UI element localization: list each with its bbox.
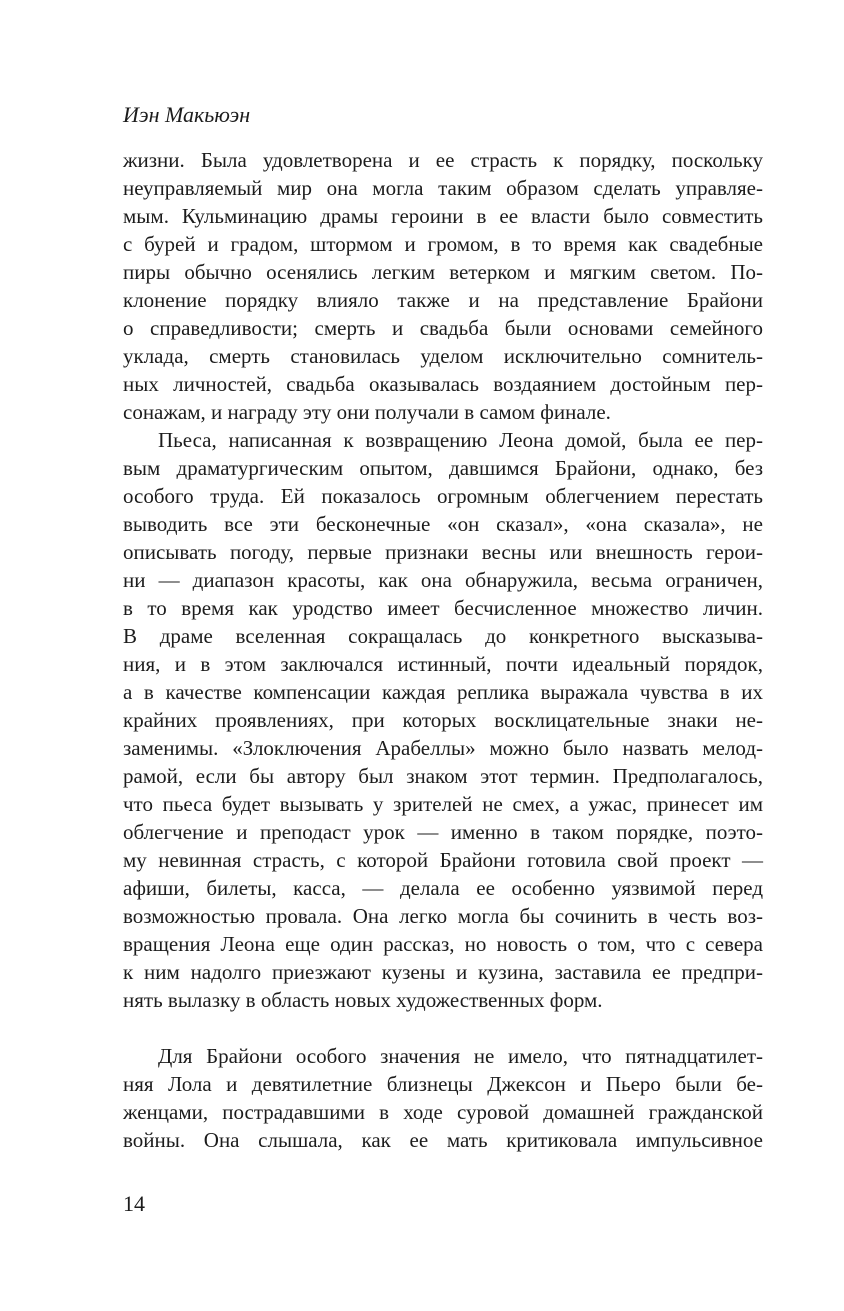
text-line: с бурей и градом, штормом и громом, в то время как свадебные	[123, 232, 763, 256]
text-line: к ним надолго приезжают кузены и кузина, заставила ее предпри-	[123, 960, 763, 984]
text-line: му невинная страсть, с которой Брайони готовила свой проект —	[123, 848, 763, 872]
paragraph	[123, 426, 763, 1014]
text-line: ния, и в этом заключался истинный, почти идеальный порядок,	[123, 652, 763, 676]
text-line: в то время как уродство имеет бесчисленное множество личин.	[123, 596, 763, 620]
text-line: пиры обычно осенялись легким ветерком и мягким светом. По-	[123, 260, 763, 284]
text-line: облегчение и преподаст урок — именно в таком порядке, поэто-	[123, 820, 763, 844]
text-line: няя Лола и девятилетние близнецы Джексон и Пьеро были бе-	[123, 1072, 763, 1096]
text-line: мым. Кульминацию драмы героини в ее власти было совместить	[123, 204, 763, 228]
page-number: 14	[123, 1191, 145, 1216]
text-line: жизни. Была удовлетворена и ее страсть к порядку, поскольку	[123, 148, 763, 172]
text-line: заменимы. «Злоключения Арабеллы» можно было назвать мелод-	[123, 736, 763, 760]
text-line: ных личностей, свадьба оказывалась воздаянием достойным пер-	[123, 372, 763, 396]
text-line: особого труда. Ей показалось огромным облегчением перестать	[123, 484, 763, 508]
text-line: женцами, пострадавшими в ходе суровой домашней гражданской	[123, 1100, 763, 1124]
text-line: ни — диапазон красоты, как она обнаружила, весьма ограничен,	[123, 568, 763, 592]
text-line: нять вылазку в область новых художественных форм.	[123, 988, 603, 1012]
text-line: о справедливости; смерть и свадьба были основами семейного	[123, 316, 763, 340]
text-line: описывать погоду, первые признаки весны или внешность герои-	[123, 540, 763, 564]
text-line: что пьеса будет вызывать у зрителей не смех, а ужас, принесет им	[123, 792, 763, 816]
text-line: вым драматургическим опытом, давшимся Брайони, однако, без	[123, 456, 763, 480]
text-line: В драме вселенная сокращалась до конкретного высказыва-	[123, 624, 763, 648]
text-line: клонение порядку влияло также и на представление Брайони	[123, 288, 763, 312]
text-line: Пьеса, написанная к возвращению Леона домой, была ее пер-	[158, 428, 763, 452]
body-text	[123, 146, 763, 1154]
running-head: Иэн Макьюэн	[123, 102, 251, 127]
text-line: а в качестве компенсации каждая реплика выражала чувства в их	[123, 680, 763, 704]
text-line: войны. Она слышала, как ее мать критиковала импульсивное	[123, 1128, 763, 1152]
text-line: рамой, если бы автору был знаком этот термин. Предполагалось,	[123, 764, 763, 788]
text-line: возможностью провала. Она легко могла бы сочинить в честь воз-	[123, 904, 763, 928]
text-line: выводить все эти бесконечные «он сказал», «она сказала», не	[123, 512, 763, 536]
text-line: вращения Леона еще один рассказ, но новость о том, что с севера	[123, 932, 763, 956]
text-line: уклада, смерть становилась уделом исключительно сомнитель-	[123, 344, 763, 368]
text-line: сонажам, и награду эту они получали в самом финале.	[123, 400, 611, 424]
text-line: крайних проявлениях, при которых восклицательные знаки не-	[123, 708, 763, 732]
text-line: неуправляемый мир она могла таким образом сделать управляе-	[123, 176, 763, 200]
text-line: Для Брайони особого значения не имело, что пятнадцатилет-	[158, 1044, 763, 1068]
paragraph	[123, 146, 763, 426]
text-line: афиши, билеты, касса, — делала ее особенно уязвимой перед	[123, 876, 763, 900]
paragraph	[123, 1042, 763, 1154]
